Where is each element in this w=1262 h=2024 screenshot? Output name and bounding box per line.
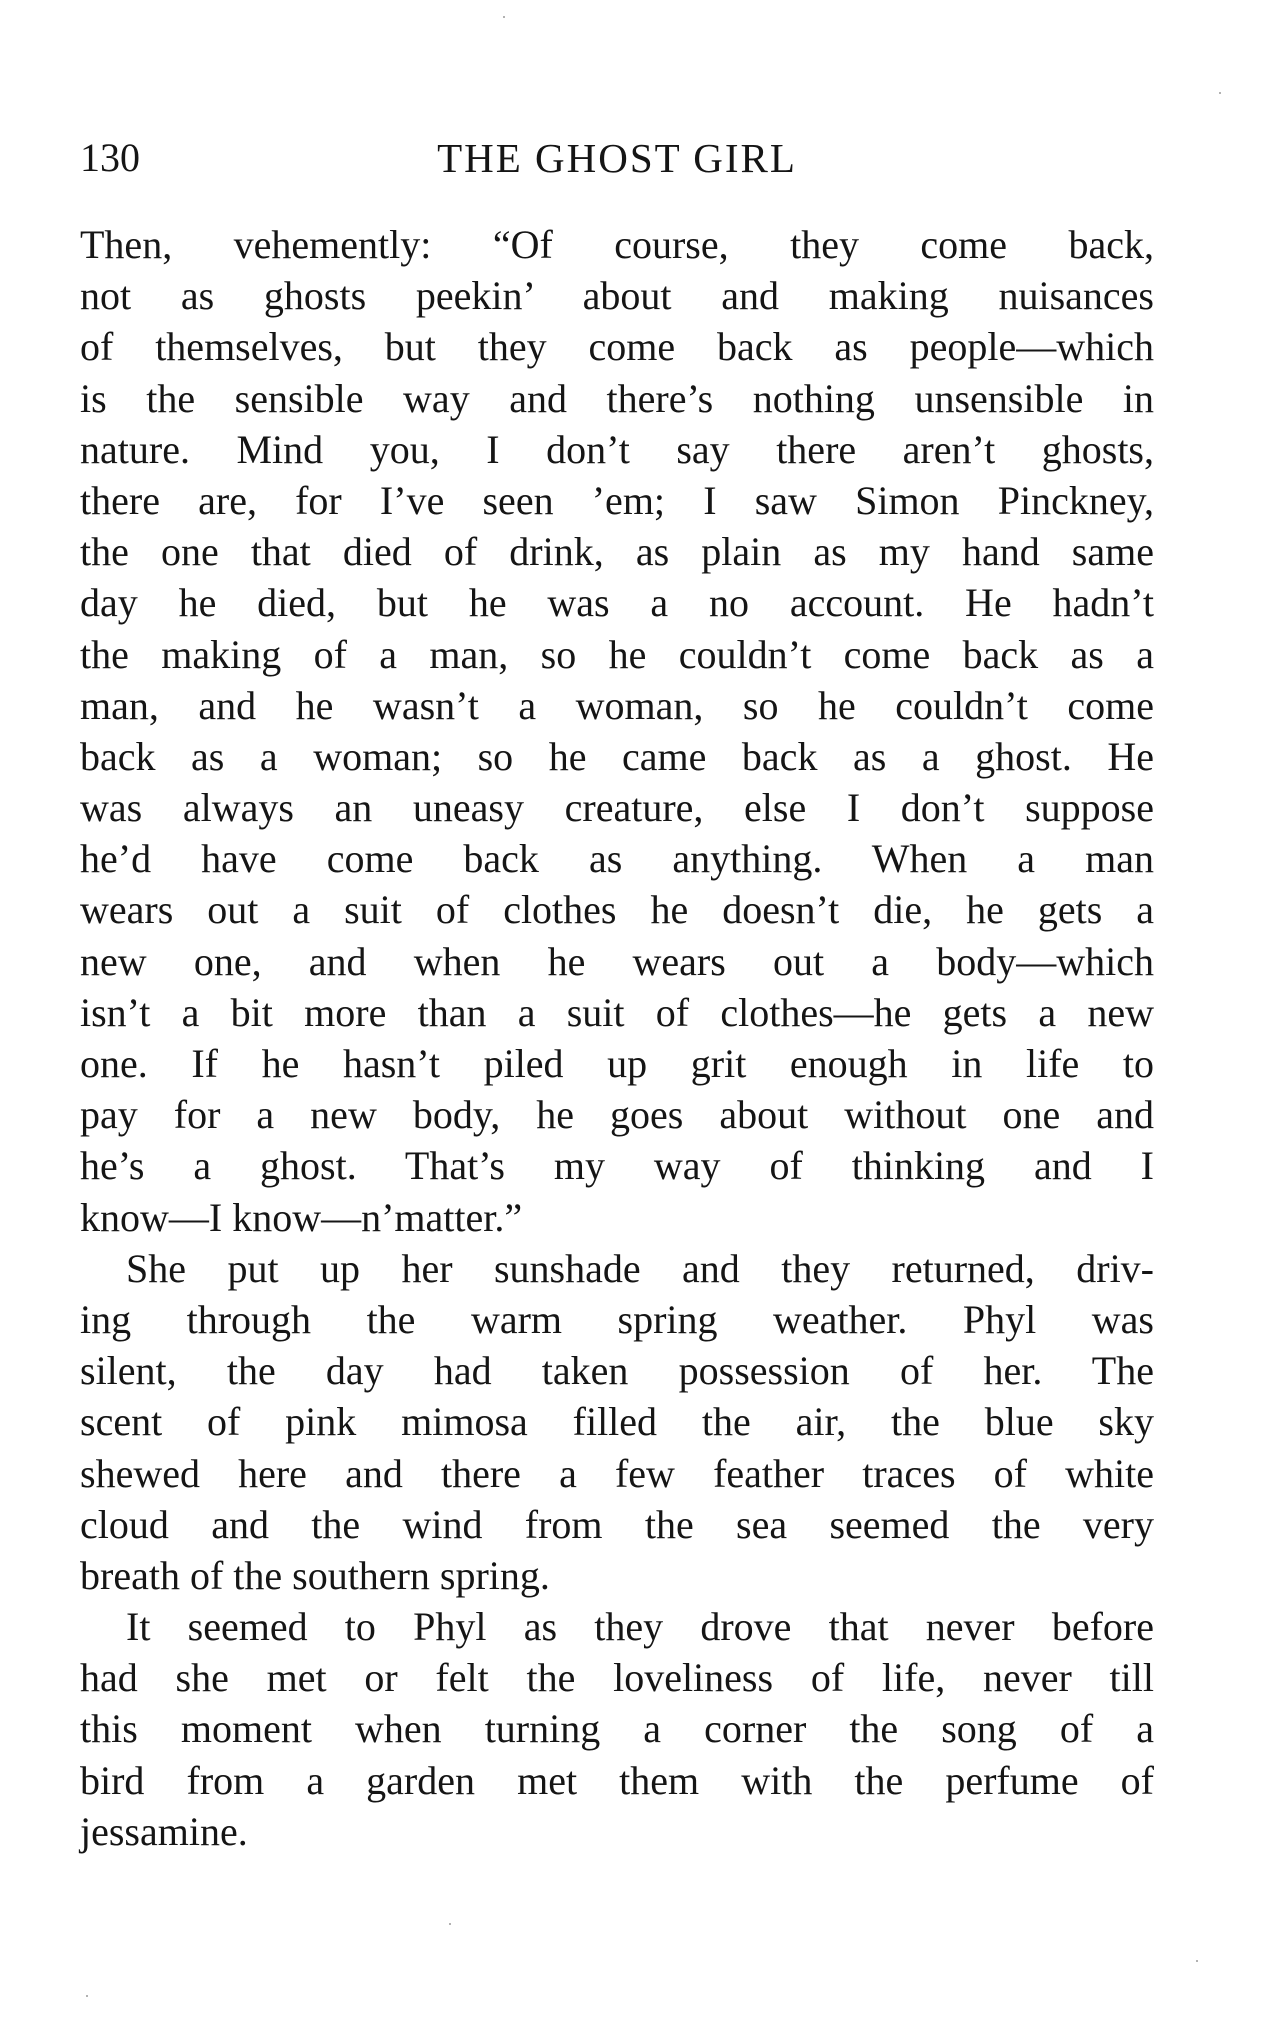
- text-line: pay for a new body, he goes about without one and: [80, 1092, 1154, 1138]
- text-line: jessamine.: [80, 1808, 248, 1854]
- text-line: was always an uneasy creature, else I don’t suppose: [80, 785, 1154, 831]
- text-line: he’d have come back as anything. When a man: [80, 836, 1154, 882]
- running-title: THE GHOST GIRL: [437, 135, 797, 181]
- text-line: scent of pink mimosa filled the air, the blue sky: [80, 1399, 1154, 1445]
- text-line: is the sensible way and there’s nothing unsensible in: [80, 375, 1154, 421]
- text-line: know—I know—n’matter.”: [80, 1194, 523, 1240]
- text-line: wears out a suit of clothes he doesn’t die, he gets a: [80, 887, 1154, 933]
- text-line: day he died, but he was a no account. He hadn’t: [80, 580, 1154, 626]
- text-line: new one, and when he wears out a body—which: [80, 938, 1154, 984]
- text-line: silent, the day had taken possession of her. The: [80, 1348, 1154, 1394]
- text-line: breath of the southern spring.: [80, 1552, 550, 1598]
- text-line: had she met or felt the loveliness of life, never till: [80, 1655, 1154, 1701]
- text-line: one. If he hasn’t piled up grit enough in life to: [80, 1041, 1154, 1086]
- text-line: ing through the warm spring weather. Phyl was: [80, 1296, 1154, 1342]
- paper-speck: [1196, 1960, 1198, 1962]
- text-line: She put up her sunshade and they returned, driv-: [126, 1245, 1154, 1291]
- text-line: cloud and the wind from the sea seemed the very: [80, 1501, 1154, 1547]
- paper-speck: [449, 1923, 451, 1925]
- text-line: he’s a ghost. That’s my way of thinking and I: [80, 1143, 1154, 1189]
- text-line: this moment when turning a corner the song of a: [80, 1706, 1154, 1752]
- text-line: the making of a man, so he couldn’t come back as a: [80, 631, 1154, 677]
- page-number: 130: [80, 135, 140, 180]
- text-line: It seemed to Phyl as they drove that never before: [126, 1604, 1154, 1650]
- text-line: shewed here and there a few feather traces of white: [80, 1450, 1154, 1496]
- text-line: isn’t a bit more than a suit of clothes—he gets a new: [80, 989, 1154, 1035]
- paper-speck: [503, 16, 505, 18]
- running-head: [80, 130, 1154, 186]
- text-line: man, and he wasn’t a woman, so he couldn’t come: [80, 682, 1154, 728]
- paper-speck: [86, 1995, 88, 1997]
- paper-speck: [1219, 92, 1221, 94]
- text-line: the one that died of drink, as plain as my hand same: [80, 529, 1154, 575]
- text-line: not as ghosts peekin’ about and making nuisances: [80, 273, 1154, 319]
- text-line: Then, vehemently: “Of course, they come back,: [80, 222, 1154, 267]
- body-text: [80, 219, 1154, 1857]
- text-line: nature. Mind you, I don’t say there aren’t ghosts,: [80, 426, 1154, 472]
- text-line: back as a woman; so he came back as a ghost. He: [80, 733, 1154, 779]
- text-line: of themselves, but they come back as people—which: [80, 324, 1154, 370]
- text-line: there are, for I’ve seen ’em; I saw Simon Pinckney,: [80, 477, 1154, 523]
- text-line: bird from a garden met them with the perfume of: [80, 1757, 1154, 1803]
